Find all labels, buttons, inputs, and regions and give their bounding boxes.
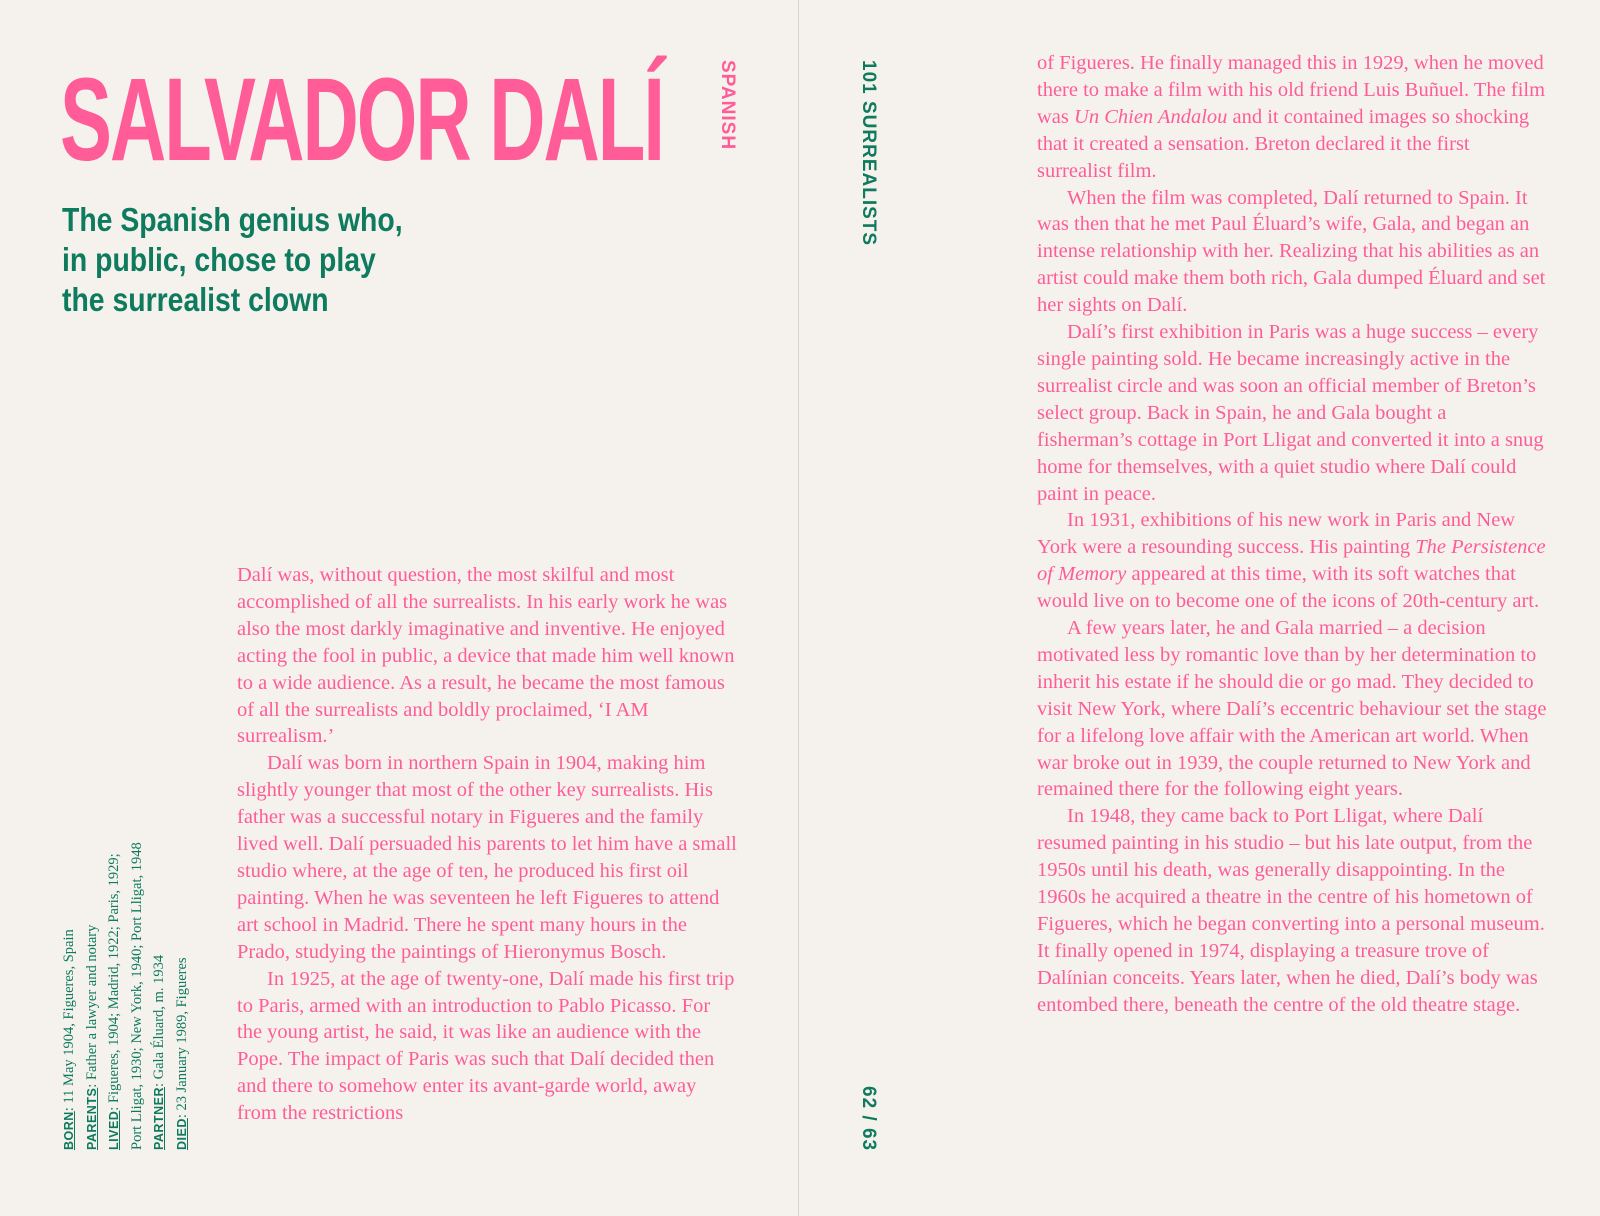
fact-text: : 23 January 1989, Figueres: [173, 957, 190, 1119]
body-paragraph: Dalí’s first exhibition in Paris was a huge success – every single painting sold. He became increasingly active in the surrealist circle and was soon an official member of Breton’s select group. Back in Spain, he and Gala bought a fisherman’s cottage in Port Lligat and converted it into a snug home for themselves, with a quiet studio where Dalí could paint in peace.: [1037, 321, 1544, 505]
fact-label: PARTNER: [152, 1087, 166, 1150]
subtitle-line: the surrealist clown: [62, 281, 329, 318]
fact-text: : Gala Éluard, m. 1934: [151, 954, 167, 1087]
painting-title: The Persistence of Memory: [1037, 536, 1546, 586]
fact-label: PARENTS: [84, 1087, 99, 1150]
fact-text: : Figueres, 1904; Madrid, 1922; Paris, 1929;: [106, 853, 122, 1111]
fact-parents: [81, 730, 104, 1150]
film-title: Un Chien Andalou: [1074, 105, 1228, 128]
subtitle: [62, 200, 502, 320]
body-paragraph: In 1948, they came back to Port Lligat, where Dalí resumed painting in his studio – but his late output, from the 1950s until his death, was generally disappointing. In the 1960s he acquired a theatre in the centre of his hometown of Figueres, which he began converting into a personal museum. It finally opened in 1974, displaying a treasure trove of Dalínian conceits. Years later, when he died, Dalí’s body was entombed there, beneath the centre of the old theatre stage.: [1037, 805, 1545, 1016]
body-column-left: [237, 562, 737, 1127]
fact-lived: [103, 730, 126, 1150]
page-gutter: [798, 0, 799, 1216]
subtitle-line: The Spanish genius who,: [62, 201, 403, 238]
fact-label: BORN: [62, 1111, 76, 1150]
text-run: of Figueres. He finally managed this in 1929, when he moved there to make a film with his old friend Luis Buñuel. The film was: [1037, 52, 1546, 128]
fact-label: LIVED: [107, 1110, 121, 1150]
fact-text: Port Lligat, 1930; New York, 1940; Port Lligat, 1948: [128, 842, 145, 1150]
fact-label: DIED: [174, 1118, 189, 1150]
body-paragraph: When the film was completed, Dalí returned to Spain. It was then that he met Paul Éluard’s wife, Gala, and began an intense relationship with her. Realizing that his abilities as an artist could make them both rich, Gala dumped Éluard and set her sights on Dalí.: [1037, 186, 1546, 317]
nationality-label: SPANISH: [717, 60, 738, 151]
body-paragraph: A few years later, he and Gala married – a decision motivated less by romantic love than by her determination to inherit his estate if he should die or go mad. They decided to visit New York, where Dalí’s eccentric behaviour set the stage for a lifelong love affair with the American art world. When war broke out in 1939, the couple returned to New York and remained there for the following eight years.: [1037, 617, 1547, 801]
body-paragraph: [1037, 50, 1547, 185]
body-paragraph: In 1925, at the age of twenty-one, Dalí made his first trip to Paris, armed with an introduction to Pablo Picasso. For the young artist, he said, it was like an audience with the Pope. The impact of Paris was such that Dalí decided then and there to somehow enter its avant-garde world, away from the restrictions: [237, 967, 735, 1125]
fact-died: [171, 730, 194, 1150]
body-paragraph: Dalí was, without question, the most skilful and most accomplished of all the surrealists. In his early work he was also the most darkly imaginative and inventive. He enjoyed acting the fool in public, a device that made him well known to a wide audience. As a result, he became the most famous of all the surrealists and boldly proclaimed, ‘I AM surrealism.’: [237, 564, 735, 748]
fact-lived-continued: [126, 730, 149, 1150]
fact-text: : Father a lawyer and notary: [83, 924, 100, 1088]
fact-partner: [148, 730, 171, 1150]
fact-text: : 11 May 1904, Figueres, Spain: [61, 929, 77, 1112]
body-column-right: [1037, 50, 1547, 1019]
page-title: SALVADOR DALÍ: [60, 54, 664, 186]
text-run: In 1931, exhibitions of his new work in Paris and New York were a resounding success. His painting: [1037, 509, 1516, 559]
running-head: 101 SURREALISTS: [858, 60, 879, 247]
text-run: appeared at this time, with its soft watches that would live on to become one of the icons of 20th-century art.: [1037, 563, 1540, 613]
body-paragraph: [1037, 507, 1547, 615]
fact-born: [58, 730, 81, 1150]
text-run: and it contained images so shocking that it created a sensation. Breton declared it the first surrealist film.: [1037, 105, 1530, 182]
body-paragraph: Dalí was born in northern Spain in 1904, making him slightly younger that most of the other key surrealists. His father was a successful notary in Figueres and the family lived well. Dalí persuaded his parents to let him have a small studio where, at the age of ten, he produced his first oil painting. When he was seventeen he left Figueres to attend art school in Madrid. There he spent many hours in the Prado, studying the paintings of Hieronymus Bosch.: [237, 752, 737, 963]
subtitle-line: in public, chose to play: [62, 241, 376, 278]
page-numbers: 62 / 63: [858, 1086, 879, 1152]
fact-box: [58, 730, 193, 1150]
